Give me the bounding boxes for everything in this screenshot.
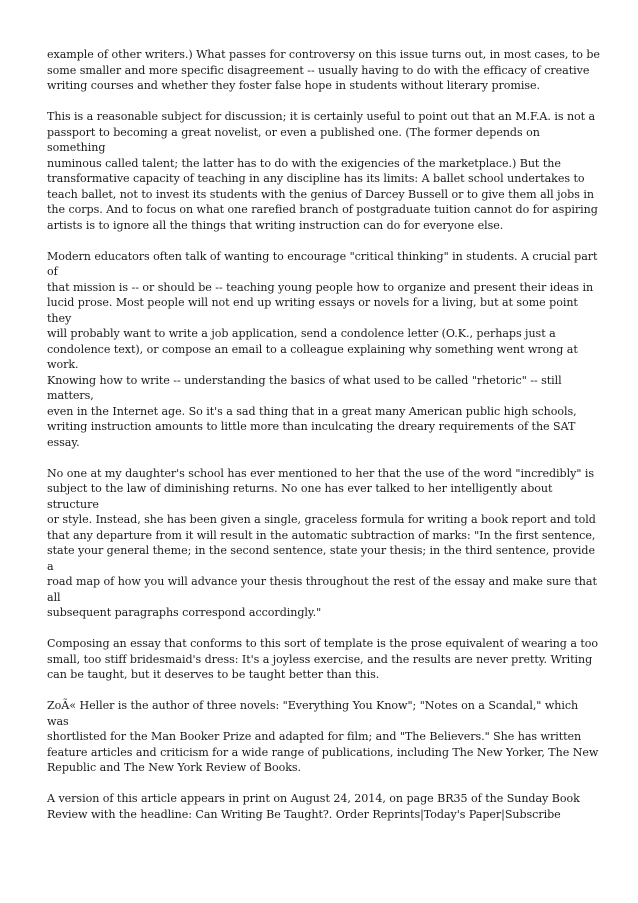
paragraph-template-essay: Composing an essay that conforms to this sort of template is the prose equivalent of wearing a too small, too stiff bridesmaid's dress: It's a joyless exercise, and the results are never pretty. Writing can be taught, but it deserves to be taught better than this. bbox=[47, 637, 599, 681]
paragraph-print-note: A version of this article appears in print on August 24, 2014, on page BR35 of the Sunday Book Review with the headline: Can Writing Be Taught?. Order Reprints|Today's Paper|Subscribe bbox=[47, 792, 580, 821]
article-body bbox=[47, 47, 600, 838]
paragraph-critical-thinking: Modern educators often talk of wanting to encourage "critical thinking" in students. A crucial part of that mission is -- or should be -- teaching young people how to organize and present their ideas in lucid prose. Most people will not end up writing essays or novels for a living, but at some point they will probably want to write a job application, send a condolence letter (O.K., perhaps just a condolence text), or compose an email to a colleague explaining why something went wrong at work. Knowing how to write -- understanding the basics of what used to be called "rhetoric" -- still matters, even in the Internet age. So it's a sad thing that in a great many American public high schools, writing instruction amounts to little more than inculcating the dreary requirements of the SAT essay. bbox=[47, 249, 598, 449]
paragraph-daughter-school: No one at my daughter's school has ever mentioned to her that the use of the word "incredibly" is subject to the law of diminishing returns. No one has ever talked to her intelligently about structure or style. Instead, she has been given a single, graceless formula for writing a book report and told that any departure from it will result in the automatic subtraction of marks: "In the first sentence, state your general theme; in the second sentence, state your thesis; in the third sentence, provide a road map of how you will advance your thesis throughout the rest of the essay and make sure that all subsequent paragraphs correspond accordingly." bbox=[47, 466, 597, 619]
paragraph-author-bio: ZoÃ« Heller is the author of three novels: "Everything You Know"; "Notes on a Scandal," which was shortlisted for the Man Booker Prize and adapted for film; and "The Believers." She has written feature articles and criticism for a wide range of publications, including The New Yorker, The New Republic and The New York Review of Books. bbox=[47, 699, 599, 774]
paragraph-continuation: example of other writers.) What passes for controversy on this issue turns out, in most cases, to be some smaller and more specific disagreement -- usually having to do with the efficacy of creative writing courses and whether they foster false hope in students without literary promise. bbox=[47, 48, 600, 92]
paragraph-mfa-discussion: This is a reasonable subject for discussion; it is certainly useful to point out that an M.F.A. is not a passport to becoming a great novelist, or even a published one. (The former depends on something numinous called talent; the latter has to do with the exigencies of the marketplace.) But the transformative capacity of teaching in any discipline has its limits: A ballet school undertakes to teach ballet, not to invest its students with the genius of Darcey Bussell or to give them all jobs in the corps. And to focus on what one rarefied branch of postgraduate tuition cannot do for aspiring artists is to ignore all the things that writing instruction can do for everyone else. bbox=[47, 110, 598, 232]
